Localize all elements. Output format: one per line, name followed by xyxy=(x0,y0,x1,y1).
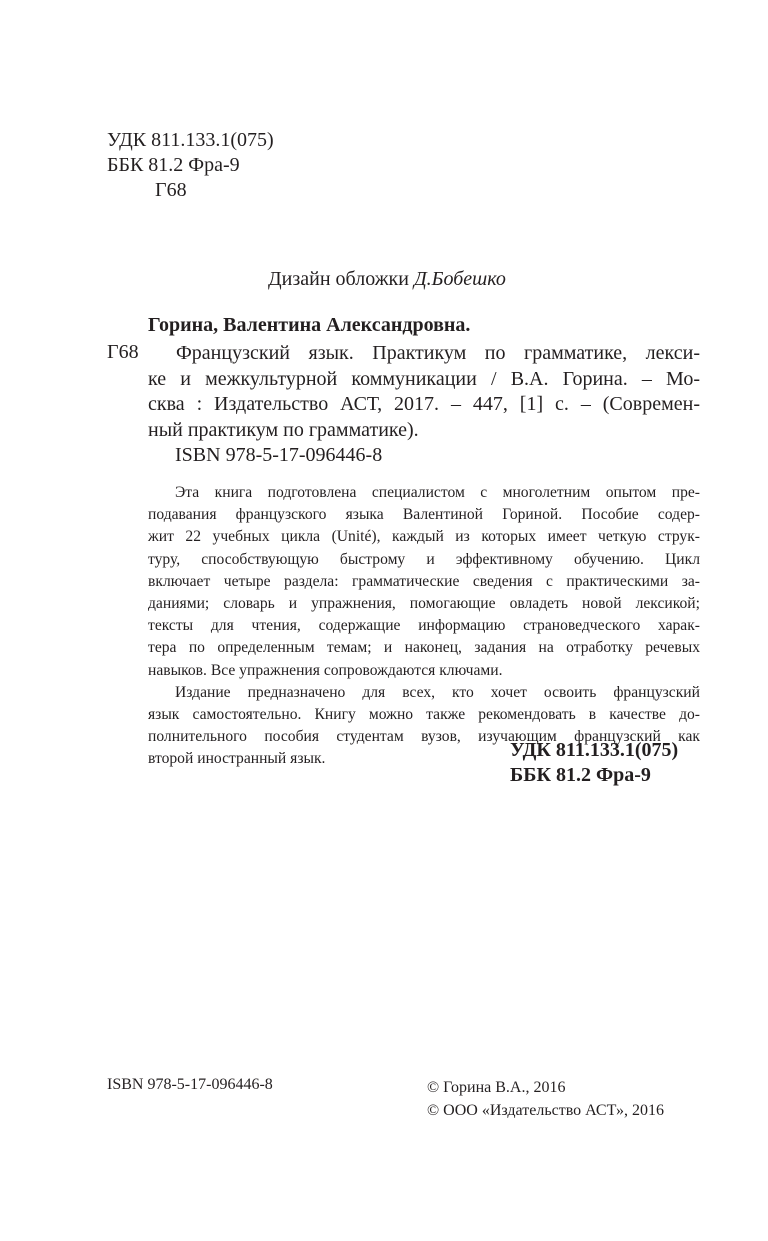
abstract-line: жит 22 учебных цикла (Unité), каждый из которых имеет четкую струк- xyxy=(148,528,700,546)
abstract-line: язык самостоятельно. Книгу можно также рекомендовать в качестве до- xyxy=(148,706,700,724)
udk-code: УДК 811.133.1(075) xyxy=(107,129,274,151)
annotation-line: ный практикум по грамматике). xyxy=(148,418,419,441)
annotation-line: ке и межкультурной коммуникации / В.А. Горина. – Мо- xyxy=(148,367,700,390)
abstract-line: туру, способствующую быстрому и эффективному обучению. Цикл xyxy=(148,550,700,568)
isbn-record: ISBN 978-5-17-096446-8 xyxy=(175,444,383,466)
cover-design-label: Дизайн обложки xyxy=(268,268,414,290)
bbk-code-bold: ББК 81.2 Фра-9 xyxy=(510,764,651,786)
isbn-footer: ISBN 978-5-17-096446-8 xyxy=(107,1076,273,1093)
abstract-line: тексты для чтения, содержащие информацию страноведческого харак- xyxy=(148,617,700,635)
abstract-line: тера по определенным темам; и наконец, задания на отработку речевых xyxy=(148,639,700,657)
author-mark: Г68 xyxy=(155,179,187,201)
abstract-line: полнительного пособия студентам вузов, изучающим французский как xyxy=(148,728,700,746)
copyright-block xyxy=(427,1076,664,1122)
udc-classification-top xyxy=(107,128,274,203)
copyright-author: © Горина В.А., 2016 xyxy=(427,1079,566,1096)
annotation-line: сква : Издательство АСТ, 2017. – 447, [1] с. – (Современ- xyxy=(148,393,700,415)
author-mark-record: Г68 xyxy=(107,341,139,363)
abstract-line: Эта книга подготовлена специалистом с многолетним опытом пре- xyxy=(175,484,700,501)
annotation-line: Французский язык. Практикум по грамматике, лекси- xyxy=(176,342,700,364)
abstract-line: Издание предназначено для всех, кто хочет освоить французский xyxy=(175,683,700,701)
book-abstract xyxy=(148,482,700,771)
abstract-line: второй иностранный язык. xyxy=(148,750,326,768)
abstract-line: навыков. Все упражнения сопровождаются ключами. xyxy=(148,661,503,679)
bibliographic-annotation xyxy=(148,341,700,443)
udc-classification-bottom xyxy=(510,738,678,788)
abstract-line: подавания французского языка Валентиной Гориной. Пособие содер- xyxy=(148,506,700,524)
abstract-line: даниями; словарь и упражнения, помогающие овладеть новой лексикой; xyxy=(148,595,700,613)
udk-code-bold: УДК 811.133.1(075) xyxy=(510,739,679,761)
bbk-code: ББК 81.2 Фра-9 xyxy=(107,154,240,176)
copyright-publisher: © ООО «Издательство АСТ», 2016 xyxy=(427,1102,664,1119)
cover-designer-name: Д.Бобешко xyxy=(413,268,506,290)
author-heading: Горина, Валентина Александровна. xyxy=(148,314,471,336)
cover-design-credit xyxy=(268,268,506,291)
abstract-line: включает четыре раздела: грамматические сведения с практическими за- xyxy=(148,572,700,590)
